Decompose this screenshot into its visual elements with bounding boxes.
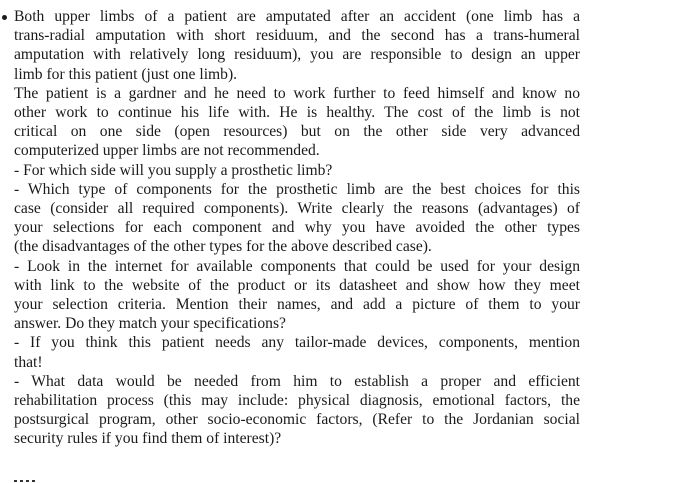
text-line: with link to the website of the product or its datasheet and show how they meet bbox=[14, 276, 580, 294]
text-line: - What data would be needed from him to establish a proper and efficient bbox=[14, 372, 580, 390]
text-line: limb for this patient (just one limb). bbox=[14, 65, 238, 83]
bullet-icon bbox=[2, 15, 7, 20]
text-line: trans-radial amputation with short residuum, and the second has a trans-humeral bbox=[14, 27, 580, 45]
text-line: amputation with relatively long residuum), you are responsible to design an upper bbox=[14, 46, 580, 64]
text-line: your selections for each component and why you have avoided the other types bbox=[14, 219, 580, 237]
text-line: - For which side will you supply a prosthetic limb? bbox=[14, 161, 333, 179]
text-line: computerized upper limbs are not recommended. bbox=[14, 142, 320, 160]
text-line: - Which type of components for the prosthetic limb are the best choices for this bbox=[14, 180, 580, 198]
question-text bbox=[14, 7, 580, 449]
text-line: postsurgical program, other socio-economic factors, (Refer to the Jordanian social bbox=[14, 411, 580, 429]
text-line: answer. Do they match your specifications? bbox=[14, 315, 286, 333]
cropped-next-line bbox=[14, 476, 54, 483]
text-line: critical on one side (open resources) but on the other side very advanced bbox=[14, 123, 580, 141]
text-line: your selection criteria. Mention their names, and add a picture of them to your bbox=[14, 296, 580, 314]
text-line: (the disadvantages of the other types for the above described case). bbox=[14, 238, 432, 256]
text-line: The patient is a gardner and he need to work further to feed himself and know no bbox=[14, 84, 580, 102]
text-line: rehabilitation process (this may include: physical diagnosis, emotional factors, the bbox=[14, 392, 580, 410]
text-line: security rules if you find them of interest)? bbox=[14, 430, 282, 448]
text-line: case (consider all required components). Write clearly the reasons (advantages) of bbox=[14, 200, 580, 218]
text-line: - If you think this patient needs any tailor-made devices, components, mention bbox=[14, 334, 580, 352]
text-line: other work to continue his life with. He is healthy. The cost of the limb is not bbox=[14, 104, 580, 122]
text-line: Both upper limbs of a patient are amputated after an accident (one limb has a bbox=[14, 8, 580, 25]
text-line: - Look in the internet for available components that could be used for your design bbox=[14, 257, 580, 275]
text-line: that! bbox=[14, 353, 43, 371]
